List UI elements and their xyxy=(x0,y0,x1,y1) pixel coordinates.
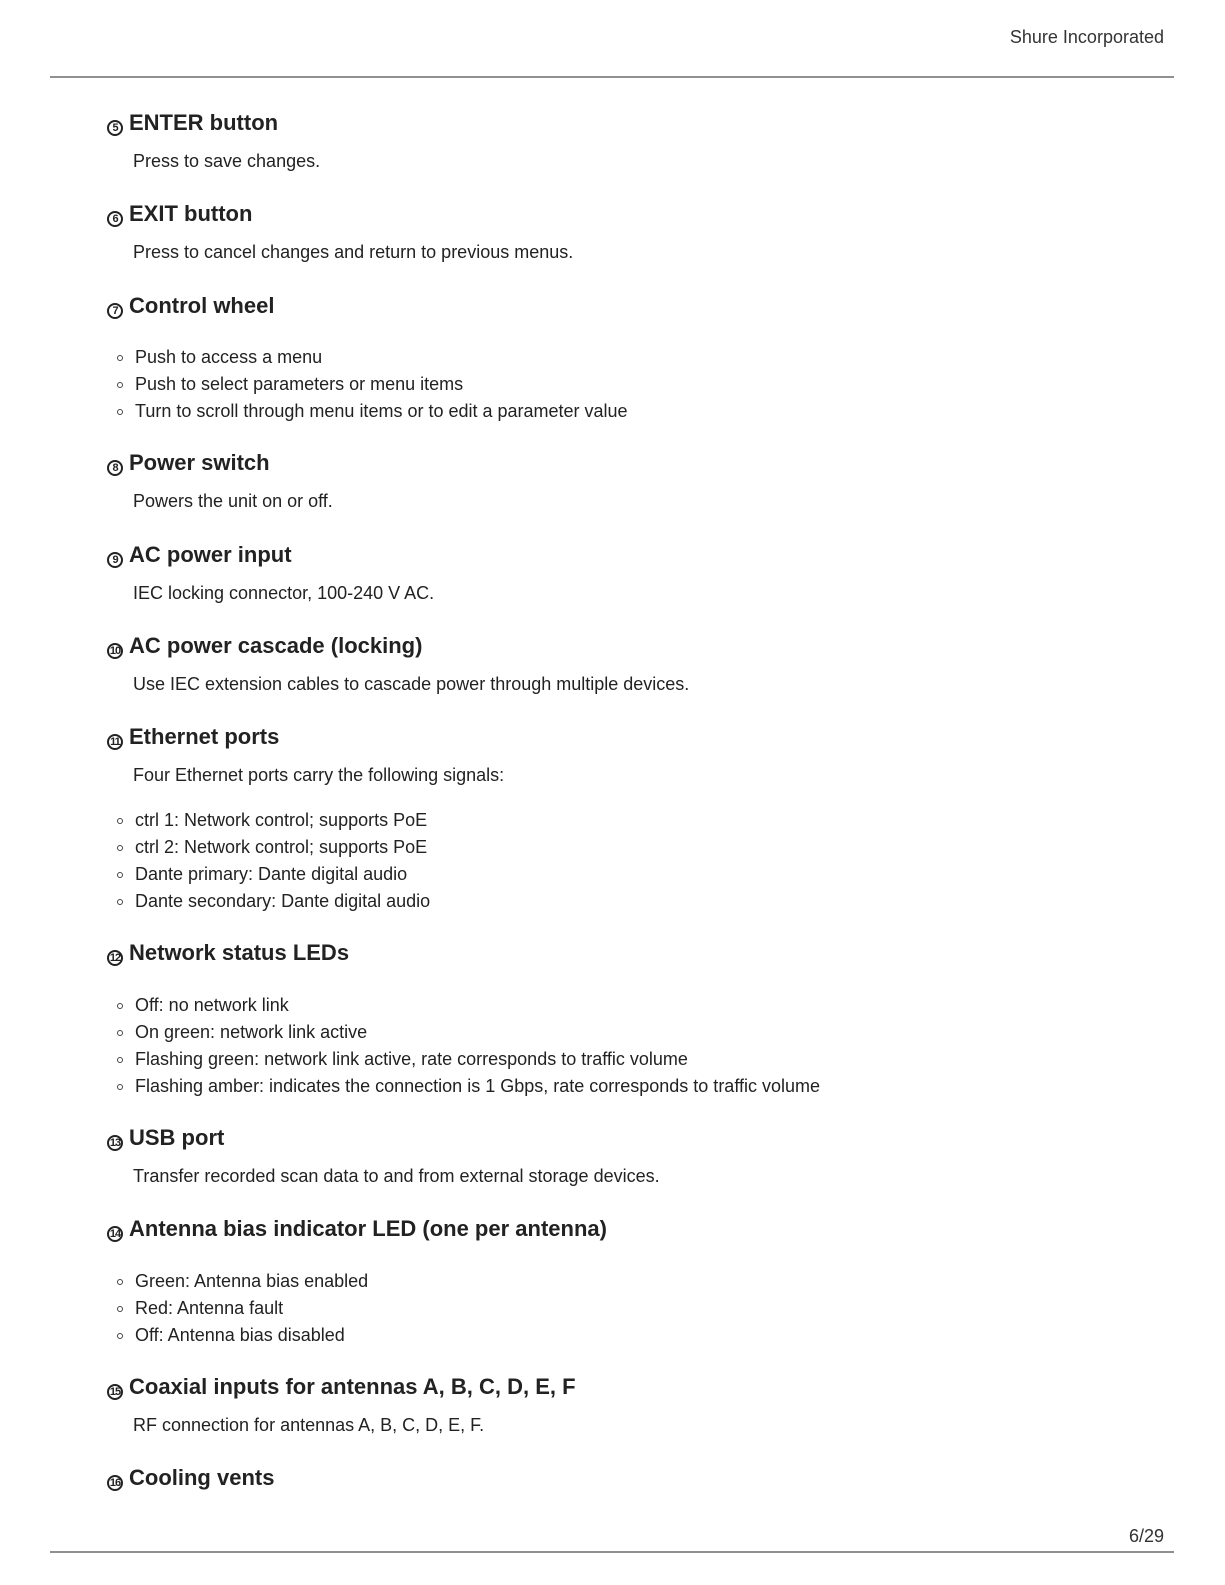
callout-number-badge: 12 xyxy=(107,950,123,966)
list-item: Green: Antenna bias enabled xyxy=(117,1270,368,1297)
section-title xyxy=(107,633,1167,659)
section-network-status-leds xyxy=(107,940,1167,1096)
section-enter-button xyxy=(107,110,1167,171)
section-title-text: Cooling vents xyxy=(129,1465,275,1490)
section-description: Powers the unit on or off. xyxy=(133,491,333,511)
list-item: Dante primary: Dante digital audio xyxy=(117,863,430,890)
bullet-icon xyxy=(117,845,123,851)
callout-number-badge: 15 xyxy=(107,1384,123,1400)
bullet-icon xyxy=(117,872,123,878)
section-title xyxy=(107,724,1167,750)
bullet-list xyxy=(117,1270,368,1351)
callout-number-badge: 16 xyxy=(107,1475,123,1491)
header-divider xyxy=(50,76,1174,78)
section-title-text: EXIT button xyxy=(129,201,253,226)
section-description: Use IEC extension cables to cascade power through multiple devices. xyxy=(133,674,690,694)
bullet-list xyxy=(117,994,820,1102)
page-number: 6/29 xyxy=(1128,1526,1164,1546)
bullet-list xyxy=(117,346,628,427)
list-item: ctrl 1: Network control; supports PoE xyxy=(117,809,430,836)
section-ac-power-cascade xyxy=(107,633,1167,694)
callout-number-badge: 10 xyxy=(107,643,123,659)
bullet-icon xyxy=(117,1003,123,1009)
callout-number-badge: 5 xyxy=(107,120,123,136)
section-description: Press to cancel changes and return to previous menus. xyxy=(133,242,574,262)
list-item: Red: Antenna fault xyxy=(117,1297,368,1324)
list-item: Dante secondary: Dante digital audio xyxy=(117,890,430,917)
bullet-icon xyxy=(117,355,123,361)
bullet-list xyxy=(117,809,430,917)
section-title xyxy=(107,1216,1167,1242)
section-description: Transfer recorded scan data to and from external storage devices. xyxy=(133,1166,660,1186)
list-item: On green: network link active xyxy=(117,1021,820,1048)
list-item: Off: Antenna bias disabled xyxy=(117,1324,368,1351)
list-item: ctrl 2: Network control; supports PoE xyxy=(117,836,430,863)
callout-number-badge: 6 xyxy=(107,211,123,227)
section-title xyxy=(107,201,1167,227)
bullet-icon xyxy=(117,1279,123,1285)
section-coaxial-inputs xyxy=(107,1374,1167,1435)
list-item: Turn to scroll through menu items or to edit a parameter value xyxy=(117,400,628,427)
section-title-text: USB port xyxy=(129,1125,225,1150)
list-item: Off: no network link xyxy=(117,994,820,1021)
list-item: Flashing amber: indicates the connection is 1 Gbps, rate corresponds to traffic volume xyxy=(117,1075,820,1102)
section-ac-power-input xyxy=(107,542,1167,603)
section-title xyxy=(107,542,1167,568)
list-item: Push to access a menu xyxy=(117,346,628,373)
section-description: RF connection for antennas A, B, C, D, E, F. xyxy=(133,1415,485,1435)
section-title-text: Power switch xyxy=(129,450,270,475)
section-usb-port xyxy=(107,1125,1167,1186)
section-title xyxy=(107,450,1167,476)
bullet-icon xyxy=(117,1030,123,1036)
section-ethernet-ports xyxy=(107,724,1167,911)
footer-divider xyxy=(50,1551,1174,1553)
bullet-icon xyxy=(117,1084,123,1090)
section-control-wheel xyxy=(107,293,1167,421)
callout-number-badge: 13 xyxy=(107,1135,123,1151)
section-exit-button xyxy=(107,201,1167,262)
section-title xyxy=(107,1125,1167,1151)
callout-number-badge: 7 xyxy=(107,303,123,319)
bullet-icon xyxy=(117,1306,123,1312)
section-title-text: Coaxial inputs for antennas A, B, C, D, E, F xyxy=(129,1374,576,1399)
section-antenna-bias-led xyxy=(107,1216,1167,1345)
section-title xyxy=(107,293,1167,319)
bullet-icon xyxy=(117,409,123,415)
section-title xyxy=(107,110,1167,136)
bullet-icon xyxy=(117,818,123,824)
section-title-text: Ethernet ports xyxy=(129,724,280,749)
section-title-text: Control wheel xyxy=(129,293,275,318)
company-name: Shure Incorporated xyxy=(1009,27,1164,47)
section-description: Four Ethernet ports carry the following signals: xyxy=(133,765,505,785)
section-cooling-vents xyxy=(107,1465,1167,1491)
bullet-icon xyxy=(117,1057,123,1063)
section-title-text: AC power input xyxy=(129,542,292,567)
section-title xyxy=(107,1374,1167,1400)
section-title xyxy=(107,940,1167,966)
section-title-text: Network status LEDs xyxy=(129,940,350,965)
callout-number-badge: 11 xyxy=(107,734,123,750)
callout-number-badge: 14 xyxy=(107,1226,123,1242)
callout-number-badge: 9 xyxy=(107,552,123,568)
section-title-text: Antenna bias indicator LED (one per antenna) xyxy=(129,1216,607,1241)
bullet-icon xyxy=(117,1333,123,1339)
list-item: Push to select parameters or menu items xyxy=(117,373,628,400)
section-description: IEC locking connector, 100-240 V AC. xyxy=(133,583,435,603)
list-item: Flashing green: network link active, rate corresponds to traffic volume xyxy=(117,1048,820,1075)
section-title xyxy=(107,1465,1167,1491)
bullet-icon xyxy=(117,899,123,905)
bullet-icon xyxy=(117,382,123,388)
section-title-text: AC power cascade (locking) xyxy=(129,633,423,658)
callout-number-badge: 8 xyxy=(107,460,123,476)
section-power-switch xyxy=(107,450,1167,511)
section-title-text: ENTER button xyxy=(129,110,279,135)
section-description: Press to save changes. xyxy=(133,151,321,171)
